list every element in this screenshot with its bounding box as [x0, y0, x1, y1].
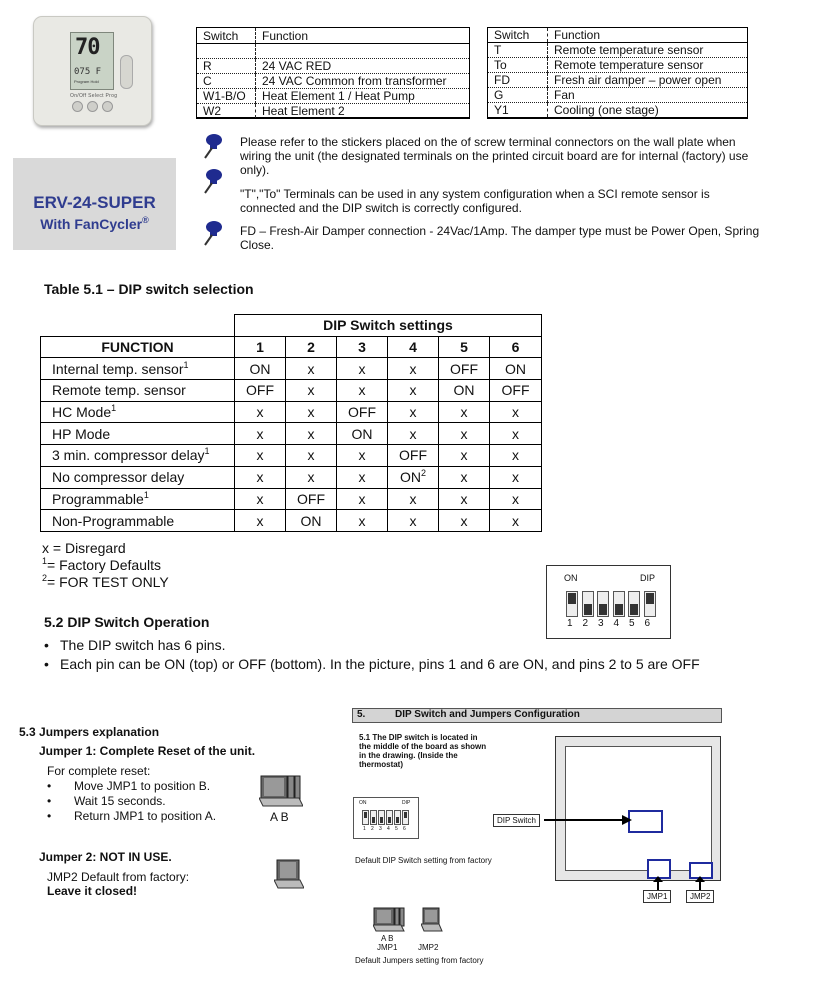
small-dip-on-label: ON — [359, 800, 367, 806]
jmp2-callout: JMP2 — [686, 890, 714, 903]
dip-value-cell: x — [337, 466, 388, 488]
dip-toggle — [402, 810, 409, 825]
dip-toggle — [386, 810, 393, 825]
jumper1-intro: For complete reset: — [47, 764, 151, 778]
dip-value-cell: x — [337, 380, 388, 402]
jumper2-title: Jumper 2: NOT IN USE. — [39, 850, 172, 864]
dip-column-header: 4 — [388, 336, 439, 358]
wiring-row — [197, 74, 469, 89]
wiring-function-cell: Heat Element 2 — [256, 104, 470, 119]
dip-value-cell: ON — [439, 380, 490, 402]
dip-value-cell: x — [235, 423, 286, 445]
table-title: Table 5.1 – DIP switch selection — [44, 281, 254, 297]
dip-value-cell: x — [286, 466, 337, 488]
wiring-row — [197, 104, 469, 119]
dip-number: 3 — [598, 618, 604, 629]
wiring-switch-cell: W2 — [203, 104, 221, 118]
thermostat-button — [87, 101, 98, 112]
dip-value-cell: ON — [490, 358, 542, 380]
dip-number: 1 — [567, 618, 573, 629]
jumper1-step: • Wait 15 seconds. — [47, 794, 166, 808]
thermostat-button — [102, 101, 113, 112]
legend — [42, 540, 169, 591]
dip-number: 5 — [395, 826, 398, 832]
dip-value-cell: x — [388, 358, 439, 380]
wiring-switch-cell: FD — [488, 73, 548, 88]
dip-value-cell: OFF — [235, 380, 286, 402]
dip-value-cell: OFF — [490, 380, 542, 402]
jmp1-callout: JMP1 — [643, 890, 671, 903]
dip-value-cell: OFF — [439, 358, 490, 380]
section-5-1-desc: 5.1 The DIP switch is located in the middle of the board as shown in the drawing. (Inside the thermostat) — [359, 733, 487, 769]
wiring-switch-cell: To — [488, 58, 548, 73]
wiring-switch-cell: W1-B/O — [197, 89, 256, 104]
dip-function-cell: HC Mode$^1$ — [41, 401, 235, 423]
dip-value-cell: x — [388, 510, 439, 532]
dip-value-cell: x — [490, 445, 542, 467]
dip-column-header: 5 — [439, 336, 490, 358]
dip-toggle — [628, 591, 640, 617]
wiring-row — [197, 89, 469, 104]
jumper1-title: Jumper 1: Complete Reset of the unit. — [39, 744, 256, 758]
wiring-row — [488, 88, 747, 103]
dip-column-header: 6 — [490, 336, 542, 358]
dip-number: 2 — [371, 826, 374, 832]
dip-function-cell: Internal temp. sensor$^1$ — [41, 358, 235, 380]
dip-value-cell: x — [286, 423, 337, 445]
wiring-function-cell: Cooling (one stage) — [548, 103, 748, 118]
thermostat-arrows-icon — [120, 55, 133, 89]
thermostat-button-labels: On/Off Select Prog — [70, 93, 118, 99]
thermostat-temp: 70 — [75, 35, 100, 60]
bullet-item: • The DIP switch has 6 pins. — [44, 637, 226, 653]
dip-value-cell: OFF — [337, 401, 388, 423]
dip-label: DIP — [640, 573, 656, 583]
dip-toggle — [582, 591, 594, 617]
wiring-function-cell: Remote temperature sensor — [548, 43, 748, 58]
product-label-box — [13, 158, 176, 250]
wiring-switch-cell: R — [197, 59, 256, 74]
wiring-function-cell: 24 VAC Common from transformer — [256, 74, 470, 89]
dip-table-row — [41, 380, 542, 402]
dip-value-cell: x — [235, 466, 286, 488]
pushpin-icon — [201, 133, 223, 159]
jumper2-line2: Leave it closed! — [47, 884, 138, 898]
dip-value-cell: x — [286, 380, 337, 402]
dip-toggle — [394, 810, 401, 825]
dip-toggle — [378, 810, 385, 825]
dip-value-cell: x — [439, 488, 490, 510]
dip-number: 6 — [644, 618, 651, 629]
wiring-header-cell: Switch — [488, 28, 548, 43]
dip-value-cell: x — [490, 510, 542, 532]
dip-value-cell: x — [235, 488, 286, 510]
pushpin-icon — [201, 220, 223, 246]
dip-table-row — [41, 445, 542, 467]
jumper-default-caption: Default Jumpers setting from factory — [355, 956, 484, 965]
dip-value-cell: x — [490, 466, 542, 488]
dip-number: 4 — [387, 826, 390, 832]
dip-function-cell: HP Mode — [41, 423, 235, 445]
legend-factory-defaults: $^1$= Factory Defaults — [42, 556, 162, 573]
dip-toggle — [370, 810, 377, 825]
wiring-switch-cell: G — [488, 88, 548, 103]
wiring-table-right — [487, 27, 748, 119]
dip-value-cell: x — [388, 380, 439, 402]
small-jmp1-label: JMP1 — [377, 943, 398, 952]
function-header: FUNCTION — [41, 336, 235, 358]
jumper1-step: • Move JMP1 to position B. — [47, 779, 211, 793]
legend-test-only: $^2$= FOR TEST ONLY — [42, 573, 169, 590]
small-jumper-ab-icon — [373, 906, 405, 933]
wiring-function-cell: Fan — [548, 88, 748, 103]
dip-switch-table — [40, 314, 542, 532]
wiring-switch-cell: Y1 — [494, 103, 509, 117]
note-terminals: Please refer to the stickers placed on the of screw terminal connectors on the wall plate when wiring the unit (the designated terminals on the printed circuit board are for internal (factory) use only). — [240, 135, 749, 177]
board-drawing — [555, 736, 721, 881]
wiring-row — [488, 103, 747, 118]
dip-table-row — [41, 488, 542, 510]
dip-value-cell: x — [235, 445, 286, 467]
wiring-function-cell: Heat Element 1 / Heat Pump — [256, 89, 470, 104]
dip-number: 4 — [613, 618, 620, 629]
dip-function-cell: Programmable$^1$ — [41, 488, 235, 510]
dip-function-cell: Remote temp. sensor — [41, 380, 235, 402]
thermostat-image — [33, 16, 152, 126]
pushpin-icon — [201, 168, 223, 194]
thermostat-tiny-display: Program Hold — [74, 79, 99, 84]
jumper-ab-label: A B — [270, 810, 289, 824]
dip-arrow-icon — [544, 812, 634, 828]
jumper2-icon — [274, 858, 304, 890]
wiring-row — [197, 59, 469, 74]
dip-column-header: 1 — [235, 336, 286, 358]
jumper-ab-icon — [259, 774, 303, 808]
bullet-item: • Each pin can be ON (top) or OFF (bottom). In the picture, pins 1 and 6 are ON, and pins 2 to 5 are OFF — [44, 656, 700, 672]
dip-value-cell: x — [286, 401, 337, 423]
wiring-row — [488, 73, 747, 88]
dip-on-label: ON — [564, 573, 578, 583]
dip-toggle — [362, 810, 369, 825]
dip-value-cell: x — [490, 423, 542, 445]
dip-table-row — [41, 401, 542, 423]
dip-number: 1 — [363, 826, 366, 832]
dip-toggle — [566, 591, 578, 617]
board-inner — [565, 746, 712, 871]
product-subtitle: With FanCycler® — [40, 215, 149, 232]
dip-number: 2 — [582, 618, 589, 629]
wiring-function-cell: Remote temperature sensor — [548, 58, 748, 73]
dip-value-cell: x — [388, 423, 439, 445]
wiring-row — [488, 58, 747, 73]
dip-value-cell: x — [286, 445, 337, 467]
dip-value-cell: x — [439, 510, 490, 532]
dip-value-cell: OFF — [286, 488, 337, 510]
dip-value-cell: x — [337, 358, 388, 380]
small-dip-label: DIP — [402, 800, 411, 806]
dip-table-row — [41, 510, 542, 532]
small-jmp2-label: JMP2 — [418, 943, 439, 952]
dip-function-cell: Non-Programmable — [41, 510, 235, 532]
dip-table-row — [41, 423, 542, 445]
dip-value-cell: x — [286, 358, 337, 380]
wiring-switch-cell: C — [197, 74, 256, 89]
jumper1-step: • Return JMP1 to position A. — [47, 809, 217, 823]
wiring-switch-cell: T — [488, 43, 548, 58]
wiring-function-cell: Fresh air damper – power open — [548, 73, 748, 88]
note-fresh-air-damper: FD – Fresh-Air Damper connection - 24Vac/1Amp. The damper type must be Power Open, Spring Close. — [240, 224, 760, 252]
wiring-table-left — [196, 27, 470, 119]
dip-number: 5 — [629, 618, 635, 629]
dip-toggle — [597, 591, 609, 617]
wiring-row — [488, 43, 747, 58]
dip-value-cell: x — [235, 510, 286, 532]
dip-value-cell: ON — [235, 358, 286, 380]
dip-number: 6 — [403, 826, 406, 832]
jmp1-arrow-icon — [652, 876, 664, 890]
dip-value-cell: x — [490, 488, 542, 510]
dip-group-header: DIP Switch settings — [235, 315, 542, 337]
wiring-header-cell: Function — [256, 28, 470, 44]
small-jumper2-icon — [421, 906, 443, 933]
dip-value-cell: x — [439, 466, 490, 488]
dip-value-cell: OFF — [388, 445, 439, 467]
note-remote-sensor: "T","To" Terminals can be used in any system configuration when a SCI remote sensor is connected and the DIP switch is correctly configured. — [240, 187, 710, 215]
jmp2-arrow-icon — [694, 876, 706, 890]
wiring-header-cell: Switch — [197, 28, 256, 44]
jumper2-line1: JMP2 Default from factory: — [47, 870, 190, 884]
dip-function-cell: 3 min. compressor delay$^1$ — [41, 445, 235, 467]
dip-value-cell: x — [439, 401, 490, 423]
section-5-3-title: 5.3 Jumpers explanation — [19, 725, 160, 739]
dip-default-caption: Default DIP Switch setting from factory — [355, 856, 492, 865]
section-5-2-title: 5.2 DIP Switch Operation — [44, 614, 210, 630]
dip-switch-callout: DIP Switch — [493, 814, 540, 827]
small-dip-switch-picture — [353, 797, 419, 839]
product-name: ERV-24-SUPER — [33, 193, 156, 212]
dip-number: 3 — [379, 826, 382, 832]
dip-value-cell: x — [439, 445, 490, 467]
wiring-function-cell: 24 VAC RED — [256, 59, 470, 74]
dip-value-cell: x — [388, 488, 439, 510]
dip-value-cell: x — [337, 510, 388, 532]
wiring-header-cell: Function — [548, 28, 748, 43]
dip-value-cell: $ON^2$ — [388, 466, 439, 488]
thermostat-sub-display: 075 F — [74, 67, 102, 77]
dip-value-cell: x — [490, 401, 542, 423]
dip-value-cell: x — [388, 401, 439, 423]
dip-column-header: 2 — [286, 336, 337, 358]
small-ab-label: A B — [381, 934, 394, 943]
thermostat-button — [72, 101, 83, 112]
dip-value-cell: x — [337, 488, 388, 510]
dip-switch-picture — [546, 565, 671, 639]
wiring-function-cell — [256, 44, 470, 59]
config-panel-header: 5. DIP Switch and Jumpers Configuration — [352, 708, 722, 723]
dip-table-row — [41, 358, 542, 380]
dip-column-header: 3 — [337, 336, 388, 358]
dip-value-cell: x — [337, 445, 388, 467]
dip-toggle — [613, 591, 625, 617]
thermostat-screen — [70, 32, 114, 90]
legend-disregard: x = Disregard — [42, 540, 126, 556]
dip-value-cell: x — [235, 401, 286, 423]
dip-value-cell: ON — [286, 510, 337, 532]
dip-toggle — [644, 591, 656, 617]
dip-function-cell: No compressor delay — [41, 466, 235, 488]
wiring-switch-cell — [197, 44, 256, 59]
dip-value-cell: x — [439, 423, 490, 445]
wiring-row — [197, 44, 469, 59]
dip-value-cell: ON — [337, 423, 388, 445]
dip-table-row — [41, 466, 542, 488]
